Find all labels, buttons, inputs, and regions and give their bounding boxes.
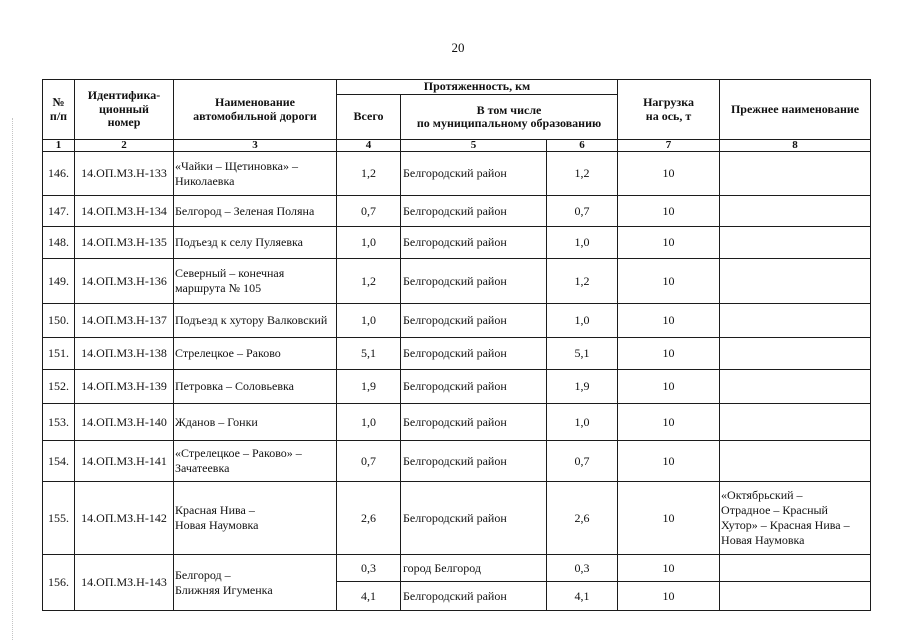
axle-load-cell: 10 — [618, 555, 720, 582]
municipality-cell: Белгородский район — [401, 304, 547, 338]
axle-load-cell: 10 — [618, 482, 720, 555]
municipality-cell: Белгородский район — [401, 152, 547, 196]
header-road-name: Наименование автомобильной дороги — [174, 80, 337, 140]
former-name-cell — [720, 259, 871, 304]
row-number-cell: 152. — [43, 370, 75, 404]
former-name-cell — [720, 304, 871, 338]
table-row — [43, 404, 871, 441]
axle-load-cell: 10 — [618, 404, 720, 441]
former-name-cell — [720, 404, 871, 441]
road-name-cell: «Стрелецкое – Раково» – Зачатеевка — [174, 441, 337, 482]
road-id-cell: 14.ОП.МЗ.Н-137 — [75, 304, 174, 338]
municipality-cell: Белгородский район — [401, 441, 547, 482]
municipal-length-cell: 1,2 — [547, 259, 618, 304]
axle-load-cell: 10 — [618, 304, 720, 338]
header-axle-load: Нагрузка на ось, т — [618, 80, 720, 140]
table-row — [43, 555, 871, 582]
roads-table — [42, 79, 871, 611]
road-id-cell: 14.ОП.МЗ.Н-135 — [75, 227, 174, 259]
axle-load-cell: 10 — [618, 338, 720, 370]
former-name-cell: «Октябрьский – Отрадное – Красный Хутор» – Красная Нива – Новая Наумовка — [720, 482, 871, 555]
road-id-cell: 14.ОП.МЗ.Н-143 — [75, 555, 174, 611]
road-name-cell: Красная Нива – Новая Наумовка — [174, 482, 337, 555]
table-row — [43, 227, 871, 259]
municipal-length-cell: 1,2 — [547, 152, 618, 196]
row-number-cell: 156. — [43, 555, 75, 611]
municipal-length-cell: 1,0 — [547, 227, 618, 259]
table-row — [43, 259, 871, 304]
total-length-cell: 0,7 — [337, 441, 401, 482]
table-row — [43, 370, 871, 404]
municipality-cell: Белгородский район — [401, 370, 547, 404]
municipal-length-cell: 1,0 — [547, 304, 618, 338]
axle-load-cell: 10 — [618, 259, 720, 304]
row-number-cell: 147. — [43, 196, 75, 227]
axle-load-cell: 10 — [618, 227, 720, 259]
road-id-cell: 14.ОП.МЗ.Н-134 — [75, 196, 174, 227]
column-number: 2 — [75, 140, 174, 152]
column-number-row — [43, 140, 871, 152]
axle-load-cell: 10 — [618, 582, 720, 611]
table-row — [43, 152, 871, 196]
header-former-name: Прежнее наименование — [720, 80, 871, 140]
table-row — [43, 304, 871, 338]
former-name-cell — [720, 582, 871, 611]
header-row — [43, 80, 871, 95]
column-number: 3 — [174, 140, 337, 152]
total-length-cell: 1,2 — [337, 152, 401, 196]
municipal-length-cell: 0,7 — [547, 196, 618, 227]
road-name-cell: «Чайки – Щетиновка» – Николаевка — [174, 152, 337, 196]
road-id-cell: 14.ОП.МЗ.Н-138 — [75, 338, 174, 370]
former-name-cell — [720, 555, 871, 582]
municipality-cell: Белгородский район — [401, 404, 547, 441]
page-number: 20 — [451, 40, 465, 55]
header-row-number: № п/п — [43, 80, 75, 140]
row-number-cell: 150. — [43, 304, 75, 338]
row-number-cell: 146. — [43, 152, 75, 196]
municipal-length-cell: 0,7 — [547, 441, 618, 482]
former-name-cell — [720, 152, 871, 196]
road-name-cell: Белгород – Ближняя Игуменка — [174, 555, 337, 611]
road-id-cell: 14.ОП.МЗ.Н-141 — [75, 441, 174, 482]
axle-load-cell: 10 — [618, 370, 720, 404]
road-id-cell: 14.ОП.МЗ.Н-136 — [75, 259, 174, 304]
total-length-cell: 1,9 — [337, 370, 401, 404]
former-name-cell — [720, 441, 871, 482]
total-length-cell: 0,7 — [337, 196, 401, 227]
road-name-cell: Стрелецкое – Раково — [174, 338, 337, 370]
row-number-cell: 153. — [43, 404, 75, 441]
road-id-cell: 14.ОП.МЗ.Н-140 — [75, 404, 174, 441]
column-number: 1 — [43, 140, 75, 152]
municipal-length-cell: 0,3 — [547, 555, 618, 582]
road-name-cell: Петровка – Соловьевка — [174, 370, 337, 404]
header-length-group: Протяженность, км — [337, 80, 618, 95]
column-number: 8 — [720, 140, 871, 152]
former-name-cell — [720, 338, 871, 370]
header-road-id: Идентифика- ционный номер — [75, 80, 174, 140]
table-row — [43, 482, 871, 555]
table-row — [43, 196, 871, 227]
total-length-cell: 2,6 — [337, 482, 401, 555]
municipal-length-cell: 1,9 — [547, 370, 618, 404]
total-length-cell: 1,0 — [337, 404, 401, 441]
road-name-cell: Подъезд к селу Пуляевка — [174, 227, 337, 259]
row-number-cell: 151. — [43, 338, 75, 370]
total-length-cell: 4,1 — [337, 582, 401, 611]
total-length-cell: 5,1 — [337, 338, 401, 370]
axle-load-cell: 10 — [618, 441, 720, 482]
municipality-cell: Белгородский район — [401, 259, 547, 304]
total-length-cell: 1,2 — [337, 259, 401, 304]
former-name-cell — [720, 370, 871, 404]
road-name-cell: Подъезд к хутору Валковский — [174, 304, 337, 338]
former-name-cell — [720, 196, 871, 227]
table-row — [43, 338, 871, 370]
municipal-length-cell: 4,1 — [547, 582, 618, 611]
municipality-cell: Белгородский район — [401, 227, 547, 259]
axle-load-cell: 10 — [618, 196, 720, 227]
header-total: Всего — [337, 95, 401, 140]
road-id-cell: 14.ОП.МЗ.Н-139 — [75, 370, 174, 404]
municipal-length-cell: 5,1 — [547, 338, 618, 370]
municipal-length-cell: 1,0 — [547, 404, 618, 441]
road-name-cell: Жданов – Гонки — [174, 404, 337, 441]
road-name-cell: Северный – конечная маршрута № 105 — [174, 259, 337, 304]
total-length-cell: 1,0 — [337, 227, 401, 259]
municipality-cell: Белгородский район — [401, 196, 547, 227]
column-number: 5 — [401, 140, 547, 152]
header-municipal-group: В том числе по муниципальному образованию — [401, 95, 618, 140]
road-id-cell: 14.ОП.МЗ.Н-133 — [75, 152, 174, 196]
road-id-cell: 14.ОП.МЗ.Н-142 — [75, 482, 174, 555]
row-number-cell: 149. — [43, 259, 75, 304]
former-name-cell — [720, 227, 871, 259]
municipality-cell: Белгородский район — [401, 338, 547, 370]
axle-load-cell: 10 — [618, 152, 720, 196]
municipality-cell: Белгородский район — [401, 482, 547, 555]
municipality-cell: Белгородский район — [401, 582, 547, 611]
row-number-cell: 154. — [43, 441, 75, 482]
column-number: 7 — [618, 140, 720, 152]
total-length-cell: 1,0 — [337, 304, 401, 338]
total-length-cell: 0,3 — [337, 555, 401, 582]
road-name-cell: Белгород – Зеленая Поляна — [174, 196, 337, 227]
municipal-length-cell: 2,6 — [547, 482, 618, 555]
column-number: 4 — [337, 140, 401, 152]
row-number-cell: 155. — [43, 482, 75, 555]
row-number-cell: 148. — [43, 227, 75, 259]
column-number: 6 — [547, 140, 618, 152]
table-row — [43, 441, 871, 482]
municipality-cell: город Белгород — [401, 555, 547, 582]
scan-edge-line — [12, 118, 13, 640]
